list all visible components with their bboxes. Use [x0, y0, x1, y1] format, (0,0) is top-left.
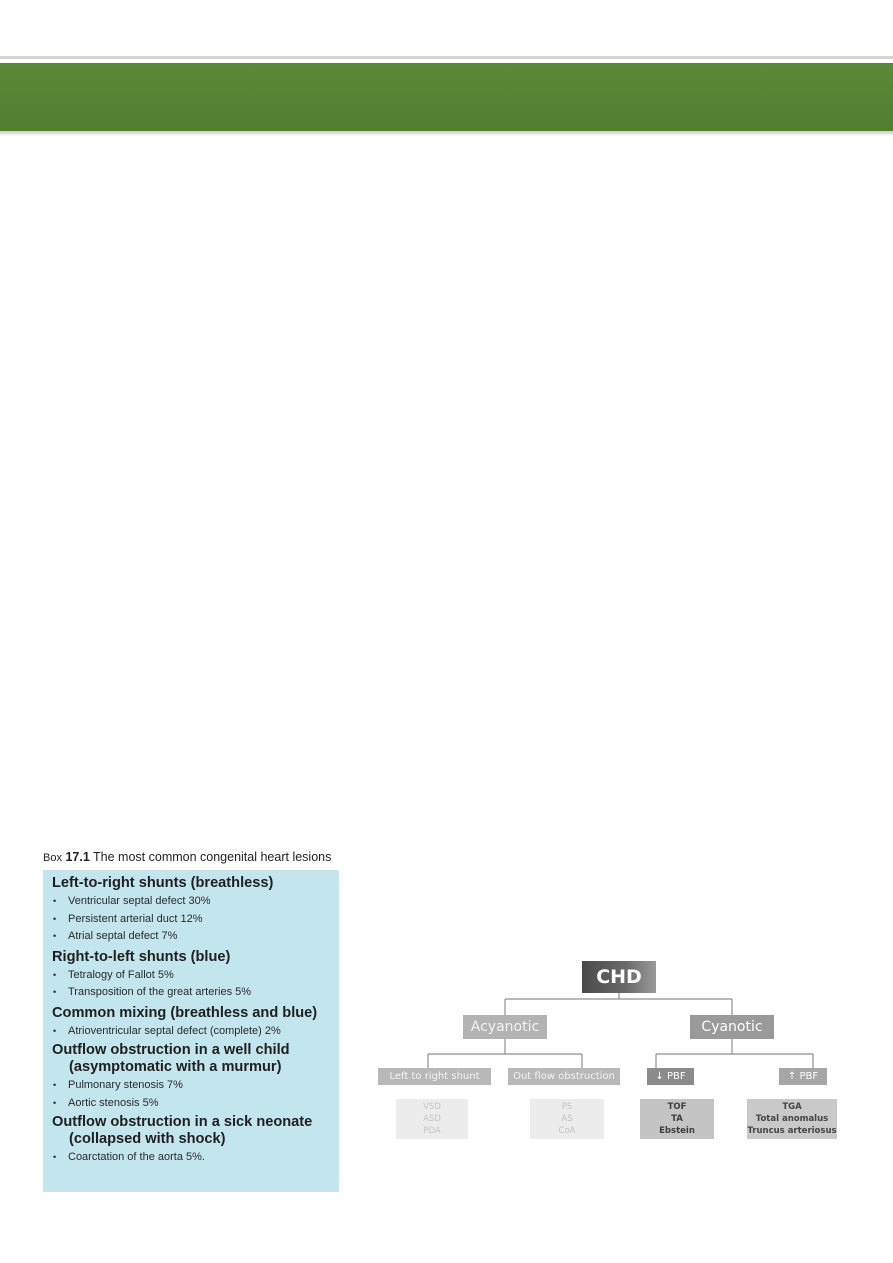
leaf-item: Total anomalus — [755, 1114, 829, 1124]
increased-pbf-node: ↑ PBF — [779, 1068, 827, 1085]
box-caption-title: The most common congenital heart lesions — [93, 850, 332, 864]
section-list — [52, 893, 331, 946]
section-list — [52, 1149, 331, 1167]
box-section — [52, 874, 331, 946]
box-caption-number: 17.1 — [65, 850, 90, 864]
box-section — [52, 1004, 331, 1041]
list-item: • Persistent arterial duct 12% — [52, 911, 331, 929]
section-heading: Common mixing (breathless and blue) — [52, 1004, 318, 1021]
section-list — [52, 1023, 331, 1041]
chd-classification-diagram — [370, 955, 850, 1155]
leaf-item: TA — [671, 1114, 683, 1124]
leaf-item: PDA — [423, 1126, 441, 1136]
section-heading: Outflow obstruction in a well child (asymptomatic with a murmur) — [52, 1042, 290, 1075]
leaf-item: PS — [561, 1102, 573, 1112]
box-section — [52, 1114, 331, 1167]
banner-shadow — [0, 131, 893, 136]
leaf-item: Ebstein — [659, 1126, 695, 1136]
leaf-item: VSD — [423, 1102, 441, 1112]
leaf-item: CoA — [558, 1126, 576, 1136]
leaf-item: TGA — [782, 1102, 802, 1112]
list-item: • Coarctation of the aorta 5%. — [52, 1149, 331, 1167]
section-heading: Right-to-left shunts (blue) — [52, 948, 231, 965]
leaf-item: AS — [561, 1114, 573, 1124]
box-section — [52, 1042, 331, 1112]
lesions-box — [43, 870, 339, 1192]
section-list — [52, 967, 331, 1002]
list-item: • Atrioventricular septal defect (complete) 2% — [52, 1023, 331, 1041]
leaf-item: ASD — [423, 1114, 441, 1124]
leaf-item: Truncus arteriosus — [747, 1126, 837, 1136]
list-item: • Ventricular septal defect 30% — [52, 893, 331, 911]
leaf-item: TOF — [667, 1102, 687, 1112]
shunt-lesions-node — [396, 1099, 468, 1139]
section-list — [52, 1077, 331, 1112]
list-item: • Transposition of the great arteries 5% — [52, 984, 331, 1002]
list-item: • Pulmonary stenosis 7% — [52, 1077, 331, 1095]
list-item: • Atrial septal defect 7% — [52, 928, 331, 946]
chd-root-node: CHD — [582, 961, 656, 993]
obstruction-lesions-node — [530, 1099, 604, 1139]
acyanotic-node: Acyanotic — [463, 1015, 547, 1039]
decreased-pbf-lesions-node — [640, 1099, 714, 1139]
list-item: • Aortic stenosis 5% — [52, 1095, 331, 1113]
box-caption-prefix: Box — [43, 852, 62, 864]
top-rule — [0, 56, 893, 59]
section-heading: Left-to-right shunts (breathless) — [52, 875, 274, 891]
outflow-obstruction-node: Out flow obstruction — [508, 1068, 620, 1085]
left-to-right-shunt-node: Left to right shunt — [378, 1068, 491, 1085]
cyanotic-node: Cyanotic — [690, 1015, 774, 1039]
box-section — [52, 948, 331, 1002]
box-caption — [43, 850, 331, 864]
chapter-banner — [0, 63, 893, 131]
list-item: • Tetralogy of Fallot 5% — [52, 967, 331, 985]
increased-pbf-lesions-node — [747, 1099, 837, 1139]
decreased-pbf-node: ↓ PBF — [647, 1068, 694, 1085]
section-heading: Outflow obstruction in a sick neonate (collapsed with shock) — [52, 1114, 313, 1147]
